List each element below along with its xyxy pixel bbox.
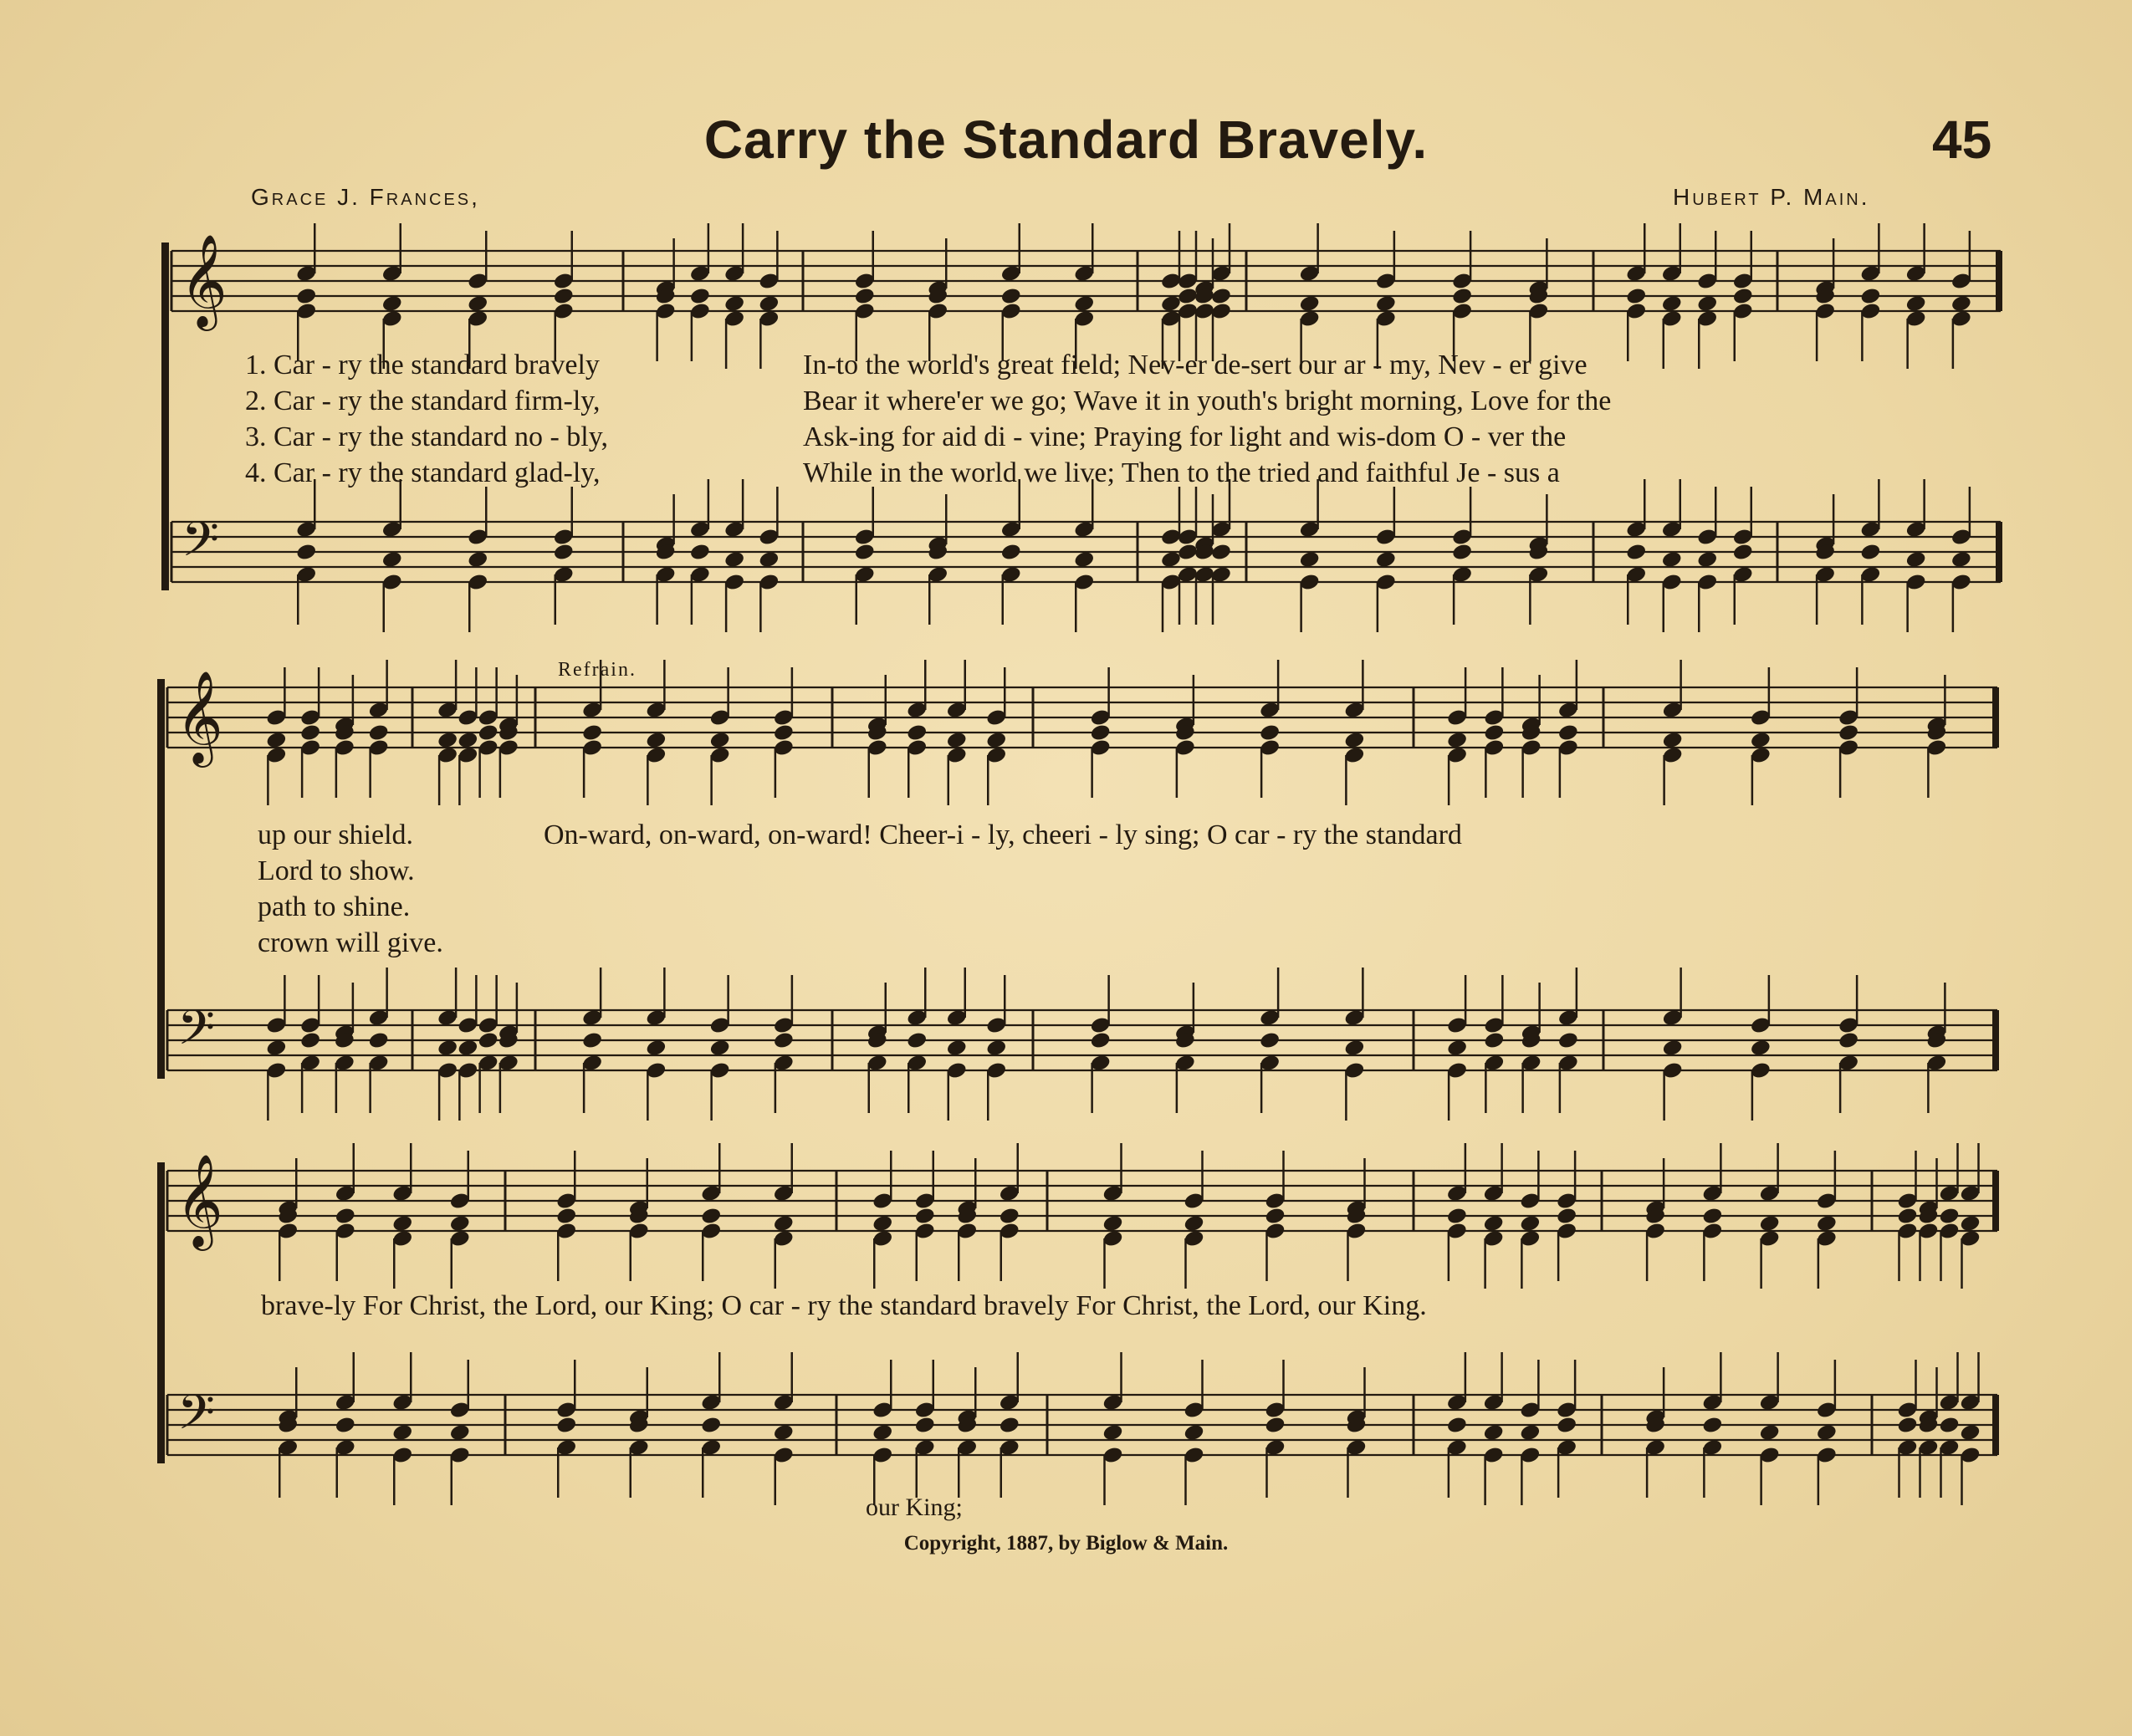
note-head — [914, 1416, 936, 1435]
composer-credit: Hubert P. Main. — [1673, 184, 1870, 210]
note-head — [1343, 731, 1365, 750]
copyright-notice: Copyright, 1887, by Biglow & Main. — [903, 1532, 1229, 1555]
note-head — [773, 723, 795, 743]
note-head — [773, 1031, 795, 1050]
note-head — [581, 1031, 603, 1050]
verse-2-second: Bear it where'er we go; Wave it in youth's bright morning, Love for the — [803, 385, 1612, 416]
note-head — [1759, 1214, 1781, 1233]
note-head — [437, 731, 458, 750]
note-head — [1519, 1214, 1541, 1233]
note-head — [1662, 1039, 1684, 1058]
final-bar — [1992, 1171, 1999, 1231]
note-head — [1557, 1031, 1579, 1050]
note-head — [1838, 1031, 1859, 1050]
note-head — [1073, 550, 1095, 569]
note-head — [1264, 1416, 1286, 1435]
final-bar — [1996, 251, 2002, 311]
note-head — [872, 1214, 893, 1233]
note-head — [1090, 723, 1112, 743]
note-head — [1905, 294, 1927, 314]
page-number: 45 — [1932, 110, 1992, 170]
note-head — [1519, 1423, 1541, 1442]
note-head — [1483, 723, 1505, 743]
note-head — [645, 731, 667, 750]
verse-1-first: 1. Car - ry the standard bravely — [245, 350, 600, 380]
note-head — [773, 1214, 795, 1233]
note-head — [1701, 1207, 1723, 1226]
verse-4-second: While in the world we live; Then to the tried and faithful Je - sus a — [803, 457, 1560, 488]
verse-1-end: up our shield. — [258, 819, 414, 850]
note-head — [299, 1031, 321, 1050]
note-head — [478, 723, 499, 743]
note-head — [1090, 1031, 1112, 1050]
note-head — [1938, 1207, 1960, 1226]
refrain-line-2: brave-ly For Christ, the Lord, our King; O car - ry the standard bravely For Christ, the Lord, our King. — [261, 1290, 1427, 1321]
note-head — [1446, 1207, 1468, 1226]
note-head — [854, 543, 876, 562]
note-head — [1838, 723, 1859, 743]
note-head — [773, 1423, 795, 1442]
note-head — [1483, 1031, 1505, 1050]
verse-3-first: 3. Car - ry the standard no - bly, — [245, 421, 609, 452]
note-head — [1950, 550, 1972, 569]
note-head — [1210, 543, 1232, 562]
note-head — [1759, 1423, 1781, 1442]
note-head — [299, 723, 321, 743]
note-head — [1859, 287, 1881, 306]
note-head — [1000, 543, 1022, 562]
note-head — [723, 294, 745, 314]
refrain-line-1: On-ward, on-ward, on-ward! Cheer-i - ly, cheeri - ly sing; O car - ry the standard — [544, 819, 1462, 850]
hymn-title: Carry the Standard Bravely. — [703, 110, 1429, 170]
final-bar — [1996, 522, 2002, 582]
note-head — [645, 1039, 667, 1058]
verse-2-end: Lord to show. — [258, 855, 415, 886]
note-head — [709, 731, 731, 750]
note-head — [758, 294, 780, 314]
verse-2-first: 2. Car - ry the standard firm-ly, — [245, 385, 601, 416]
note-head — [999, 1207, 1020, 1226]
note-head — [265, 731, 287, 750]
note-head — [553, 287, 575, 306]
note-head — [1816, 1423, 1838, 1442]
note-head — [368, 1031, 390, 1050]
lyricist-credit: Grace J. Frances, — [251, 184, 480, 210]
note-head — [1556, 1416, 1577, 1435]
verse-1-second: In-to the world's great field; Nev-er de-sert our ar - my, Nev - er give — [803, 350, 1587, 380]
note-head — [872, 1423, 893, 1442]
clef-icons — [176, 233, 228, 1453]
note-head — [1177, 287, 1199, 306]
note-head — [1959, 1214, 1981, 1233]
bass-clef-icon: 𝄢 — [177, 1384, 216, 1453]
note-head — [1483, 1214, 1505, 1233]
note-head — [1102, 1423, 1123, 1442]
bass-clef-icon: 𝄢 — [182, 511, 220, 580]
note-head — [709, 1039, 731, 1058]
note-head — [1938, 1416, 1960, 1435]
treble-clef-icon: 𝄞 — [176, 1153, 223, 1247]
note-head — [1816, 1214, 1838, 1233]
note-head — [1177, 543, 1199, 562]
note-head — [758, 550, 780, 569]
note-head — [1000, 287, 1022, 306]
system-brace — [157, 1162, 165, 1463]
verse-3-end: path to shine. — [258, 891, 411, 922]
note-head — [1483, 1423, 1505, 1442]
note-head — [467, 550, 488, 569]
refrain-under-bass: our King; — [866, 1493, 963, 1521]
note-head — [1696, 294, 1718, 314]
note-head — [1264, 1207, 1286, 1226]
note-head — [1210, 287, 1232, 306]
note-head — [457, 1039, 478, 1058]
note-head — [457, 731, 478, 750]
note-head — [1661, 550, 1683, 569]
note-head — [1299, 294, 1321, 314]
note-head — [1183, 1423, 1204, 1442]
note-head — [985, 1039, 1007, 1058]
note-head — [335, 1416, 356, 1435]
note-head — [1905, 550, 1927, 569]
treble-clef-icon: 𝄞 — [176, 670, 223, 763]
note-head — [1102, 1214, 1123, 1233]
note-head — [1073, 294, 1095, 314]
note-head — [1446, 1416, 1468, 1435]
note-head — [478, 1031, 499, 1050]
note-head — [1950, 294, 1972, 314]
note-head — [1259, 1031, 1281, 1050]
note-head — [1299, 550, 1321, 569]
note-head — [1732, 287, 1754, 306]
note-head — [335, 1207, 356, 1226]
verse-4-first: 4. Car - ry the standard glad-ly, — [245, 457, 601, 488]
note-head — [1959, 1423, 1981, 1442]
note-head — [553, 543, 575, 562]
note-head — [1896, 1416, 1918, 1435]
note-head — [914, 1207, 936, 1226]
note-head — [449, 1214, 471, 1233]
system-brace — [161, 243, 169, 590]
note-head — [1556, 1207, 1577, 1226]
note-head — [1625, 287, 1647, 306]
note-head — [1160, 550, 1182, 569]
note-head — [1701, 1416, 1723, 1435]
note-head — [689, 287, 711, 306]
note-head — [1259, 723, 1281, 743]
note-head — [700, 1416, 722, 1435]
note-head — [381, 294, 403, 314]
note-head — [906, 723, 928, 743]
note-head — [555, 1416, 577, 1435]
note-head — [1896, 1207, 1918, 1226]
note-head — [1662, 731, 1684, 750]
note-head — [985, 731, 1007, 750]
final-bar — [1992, 1010, 1999, 1070]
note-head — [1696, 550, 1718, 569]
note-head — [265, 1039, 287, 1058]
note-head — [1446, 1039, 1468, 1058]
note-head — [1451, 287, 1473, 306]
note-head — [391, 1214, 413, 1233]
note-head — [1625, 543, 1647, 562]
note-head — [1451, 543, 1473, 562]
note-head — [449, 1423, 471, 1442]
verse-4-end: crown will give. — [258, 927, 443, 958]
note-head — [1750, 731, 1772, 750]
note-head — [723, 550, 745, 569]
bass-clef-icon: 𝄢 — [177, 999, 216, 1068]
system-brace — [157, 679, 165, 1079]
note-head — [437, 1039, 458, 1058]
note-head — [1375, 294, 1397, 314]
note-head — [1446, 731, 1468, 750]
note-head — [1732, 543, 1754, 562]
note-head — [381, 550, 403, 569]
verse-3-second: Ask-ing for aid di - vine; Praying for light and wis-dom O - ver the — [803, 421, 1567, 452]
note-head — [1557, 723, 1579, 743]
note-head — [689, 543, 711, 562]
note-head — [555, 1207, 577, 1226]
final-bar — [1992, 1395, 1999, 1455]
note-head — [854, 287, 876, 306]
note-head — [946, 731, 968, 750]
note-head — [1160, 294, 1182, 314]
note-head — [1343, 1039, 1365, 1058]
note-head — [906, 1031, 928, 1050]
treble-clef-icon: 𝄞 — [180, 233, 228, 327]
note-head — [1661, 294, 1683, 314]
note-head — [295, 287, 317, 306]
note-head — [946, 1039, 968, 1058]
note-head — [391, 1423, 413, 1442]
note-head — [1375, 550, 1397, 569]
note-head — [1859, 543, 1881, 562]
note-head — [368, 723, 390, 743]
note-head — [467, 294, 488, 314]
note-head — [999, 1416, 1020, 1435]
note-head — [295, 543, 317, 562]
refrain-label: Refrain. — [558, 659, 637, 681]
final-bar — [1992, 687, 1999, 748]
note-head — [1183, 1214, 1204, 1233]
note-head — [1750, 1039, 1772, 1058]
note-head — [581, 723, 603, 743]
note-head — [700, 1207, 722, 1226]
